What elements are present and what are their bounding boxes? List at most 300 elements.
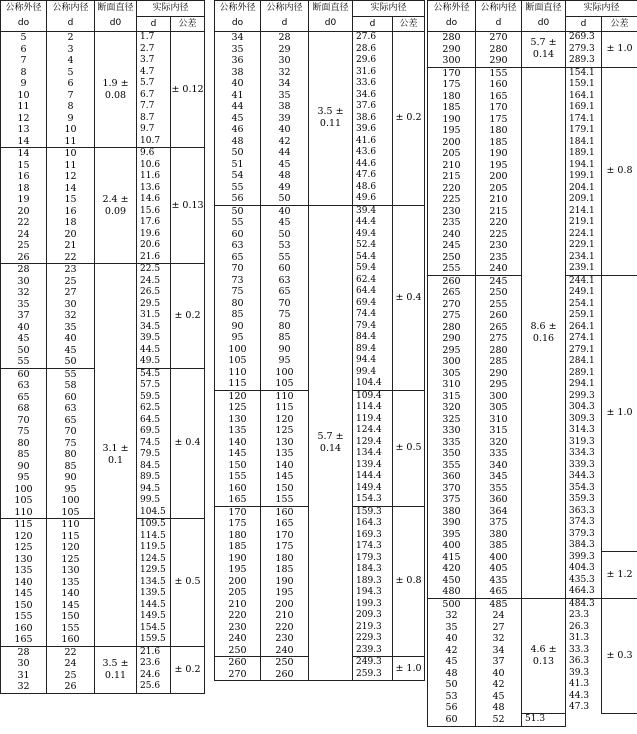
outer-diameter-cell: 415 <box>428 552 476 564</box>
actual-inner-diameter-cell: 224.1 <box>566 229 602 241</box>
inner-diameter-cell: 270 <box>476 32 522 44</box>
inner-diameter-cell: 55 <box>261 252 309 264</box>
outer-diameter-cell: 350 <box>428 448 476 460</box>
inner-diameter-cell: 10 <box>47 148 95 160</box>
outer-diameter-cell: 185 <box>215 541 261 553</box>
actual-inner-diameter-cell: 129.5 <box>137 565 171 577</box>
inner-diameter-cell: 375 <box>476 517 522 529</box>
outer-diameter-cell: 50 <box>1 345 47 357</box>
actual-inner-diameter-cell: 339.3 <box>566 460 602 472</box>
actual-inner-diameter-cell: 8.7 <box>137 113 171 125</box>
inner-diameter-cell: 110 <box>47 519 95 531</box>
inner-diameter-cell: 290 <box>476 368 522 380</box>
inner-diameter-cell: 24 <box>47 658 95 670</box>
outer-diameter-cell: 235 <box>428 217 476 229</box>
actual-inner-diameter-cell: 99.5 <box>137 495 171 507</box>
table-segment-1 <box>0 0 205 694</box>
outer-diameter-cell: 110 <box>215 367 261 379</box>
outer-diameter-cell: 63 <box>215 240 261 252</box>
inner-diameter-cell: 45 <box>261 217 309 229</box>
actual-inner-diameter-cell: 54.5 <box>137 368 171 380</box>
inner-diameter-cell: 290 <box>476 55 522 67</box>
outer-diameter-cell: 195 <box>428 125 476 137</box>
inner-diameter-cell: 355 <box>476 483 522 495</box>
actual-inner-diameter-cell: 6.7 <box>137 90 171 102</box>
outer-diameter-cell: 230 <box>215 622 261 634</box>
inner-diameter-cell: 210 <box>261 610 309 622</box>
section-diameter-cell: 4.6 ± 0.13 <box>522 598 566 714</box>
actual-inner-diameter-cell: 184.3 <box>353 564 393 576</box>
inner-diameter-cell: 35 <box>47 322 95 334</box>
header-d-symbol: d <box>261 16 309 32</box>
actual-inner-diameter-cell: 149.4 <box>353 483 393 495</box>
outer-diameter-cell: 125 <box>1 542 47 554</box>
inner-diameter-cell: 320 <box>476 437 522 449</box>
inner-diameter-cell: 32 <box>47 310 95 322</box>
inner-diameter-cell: 85 <box>261 332 309 344</box>
outer-diameter-cell: 135 <box>215 425 261 437</box>
inner-diameter-cell: 115 <box>47 531 95 543</box>
actual-inner-diameter-cell: 38.6 <box>353 113 393 125</box>
actual-inner-diameter-cell: 47.3 <box>566 702 602 714</box>
inner-diameter-cell: 90 <box>47 472 95 484</box>
outer-diameter-cell: 75 <box>215 286 261 298</box>
actual-inner-diameter-cell: 334.3 <box>566 448 602 460</box>
actual-inner-diameter-cell: 244.1 <box>566 275 602 287</box>
table-row <box>428 67 637 79</box>
outer-diameter-cell: 260 <box>215 657 261 669</box>
inner-diameter-cell: 4 <box>47 55 95 67</box>
actual-inner-diameter-cell: 62.5 <box>137 403 171 415</box>
inner-diameter-cell: 55 <box>47 368 95 380</box>
actual-inner-diameter-cell: 464.3 <box>566 586 602 598</box>
actual-inner-diameter-cell: 39.5 <box>137 333 171 345</box>
section-diameter-cell: 3.5 ± 0.11 <box>95 646 137 693</box>
inner-diameter-cell: 220 <box>261 622 309 634</box>
header-actual-d-symbol: d <box>566 16 602 32</box>
outer-diameter-cell: 16 <box>1 171 47 183</box>
inner-diameter-cell: 105 <box>261 378 309 390</box>
actual-inner-diameter-cell: 189.3 <box>353 576 393 588</box>
actual-inner-diameter-cell: 144.5 <box>137 600 171 612</box>
inner-diameter-cell: 80 <box>47 449 95 461</box>
actual-inner-diameter-cell: 214.1 <box>566 206 602 218</box>
outer-diameter-cell: 150 <box>215 460 261 472</box>
actual-inner-diameter-cell: 239.3 <box>353 645 393 657</box>
outer-diameter-cell: 68 <box>1 403 47 415</box>
outer-diameter-cell: 160 <box>1 623 47 635</box>
outer-diameter-cell: 220 <box>215 610 261 622</box>
outer-diameter-cell: 32 <box>1 287 47 299</box>
actual-inner-diameter-cell: 129.4 <box>353 437 393 449</box>
inner-diameter-cell: 15 <box>47 194 95 206</box>
outer-diameter-cell: 36 <box>215 55 261 67</box>
outer-diameter-cell: 85 <box>215 309 261 321</box>
actual-inner-diameter-cell: 59.4 <box>353 263 393 275</box>
actual-inner-diameter-cell: 109.4 <box>353 390 393 402</box>
inner-diameter-cell: 6 <box>47 78 95 90</box>
inner-diameter-cell: 160 <box>47 634 95 646</box>
inner-diameter-cell: 315 <box>476 425 522 437</box>
inner-diameter-cell: 40 <box>476 668 522 680</box>
inner-diameter-cell: 250 <box>476 287 522 299</box>
header-inner-diameter: 公称内径 <box>261 1 309 17</box>
inner-diameter-cell: 210 <box>476 194 522 206</box>
inner-diameter-cell: 260 <box>261 669 309 681</box>
outer-diameter-cell: 50 <box>215 205 261 217</box>
outer-diameter-cell: 45 <box>215 113 261 125</box>
actual-inner-diameter-cell: 39.4 <box>353 205 393 217</box>
inner-diameter-cell: 385 <box>476 540 522 552</box>
actual-inner-diameter-cell: 219.3 <box>353 622 393 634</box>
actual-inner-diameter-cell: 41.3 <box>566 679 602 691</box>
inner-diameter-cell: 42 <box>261 136 309 148</box>
inner-diameter-cell: 340 <box>476 460 522 472</box>
outer-diameter-cell: 40 <box>1 322 47 334</box>
inner-diameter-cell: 110 <box>261 390 309 402</box>
inner-diameter-cell: 280 <box>476 345 522 357</box>
outer-diameter-cell: 275 <box>428 310 476 322</box>
outer-diameter-cell: 34 <box>215 32 261 44</box>
actual-inner-diameter-cell: 4.7 <box>137 67 171 79</box>
outer-diameter-cell: 390 <box>428 517 476 529</box>
inner-diameter-cell: 90 <box>261 344 309 356</box>
outer-diameter-cell: 225 <box>428 194 476 206</box>
outer-diameter-cell: 210 <box>215 599 261 611</box>
actual-inner-diameter-cell: 69.5 <box>137 426 171 438</box>
outer-diameter-cell: 63 <box>1 380 47 392</box>
outer-diameter-cell: 55 <box>215 217 261 229</box>
outer-diameter-cell: 130 <box>1 554 47 566</box>
outer-diameter-cell: 110 <box>1 507 47 519</box>
outer-diameter-cell: 75 <box>1 426 47 438</box>
tolerance-cell: ± 0.12 <box>171 32 205 148</box>
outer-diameter-cell: 35 <box>428 622 476 634</box>
inner-diameter-cell: 48 <box>476 702 522 714</box>
inner-diameter-cell: 70 <box>47 426 95 438</box>
table-row <box>1 148 205 160</box>
actual-inner-diameter-cell: 289.3 <box>566 55 602 67</box>
outer-diameter-cell: 45 <box>1 333 47 345</box>
header-outer-diameter: 公称外径 <box>1 1 47 17</box>
inner-diameter-cell: 125 <box>261 425 309 437</box>
inner-diameter-cell: 5 <box>47 67 95 79</box>
inner-diameter-cell: 145 <box>261 471 309 483</box>
outer-diameter-cell: 115 <box>215 378 261 390</box>
actual-inner-diameter-cell: 134.4 <box>353 448 393 460</box>
outer-diameter-cell: 120 <box>1 531 47 543</box>
actual-inner-diameter-cell: 404.3 <box>566 563 602 575</box>
inner-diameter-cell: 22 <box>47 646 95 658</box>
actual-inner-diameter-cell: 39.6 <box>353 124 393 136</box>
actual-inner-diameter-cell: 15.6 <box>137 206 171 218</box>
outer-diameter-cell: 280 <box>428 32 476 44</box>
inner-diameter-cell: 305 <box>476 402 522 414</box>
table-row <box>1 32 205 44</box>
inner-diameter-cell: 50 <box>261 193 309 205</box>
outer-diameter-cell: 65 <box>1 392 47 404</box>
inner-diameter-cell: 37 <box>476 656 522 668</box>
actual-inner-diameter-cell: 164.3 <box>353 518 393 530</box>
inner-diameter-cell: 485 <box>476 598 522 610</box>
outer-diameter-cell: 195 <box>215 564 261 576</box>
actual-inner-diameter-cell: 399.3 <box>566 552 602 564</box>
outer-diameter-cell: 120 <box>215 390 261 402</box>
actual-inner-diameter-cell: 209.1 <box>566 194 602 206</box>
inner-diameter-cell: 180 <box>476 125 522 137</box>
inner-diameter-cell: 170 <box>476 102 522 114</box>
inner-diameter-cell: 280 <box>476 44 522 56</box>
inner-diameter-cell: 32 <box>476 633 522 645</box>
table-row <box>1 264 205 276</box>
actual-inner-diameter-cell: 264.1 <box>566 322 602 334</box>
inner-diameter-cell: 48 <box>261 170 309 182</box>
actual-inner-diameter-cell: 114.5 <box>137 531 171 543</box>
actual-inner-diameter-cell: 49.5 <box>137 356 171 368</box>
inner-diameter-cell: 160 <box>261 506 309 518</box>
tolerance-cell: ± 0.8 <box>393 506 425 657</box>
actual-inner-diameter-cell: 149.5 <box>137 611 171 623</box>
table-row <box>215 32 425 44</box>
actual-inner-diameter-cell: 354.3 <box>566 483 602 495</box>
header-inner-diameter: 公称内径 <box>476 1 522 17</box>
outer-diameter-cell: 95 <box>1 472 47 484</box>
header-d0-symbol: d0 <box>309 16 353 32</box>
outer-diameter-cell: 210 <box>428 160 476 172</box>
inner-diameter-cell: 21 <box>47 240 95 252</box>
inner-diameter-cell: 95 <box>261 355 309 367</box>
inner-diameter-cell: 255 <box>476 299 522 311</box>
inner-diameter-cell: 200 <box>476 171 522 183</box>
actual-inner-diameter-cell: 57.5 <box>137 380 171 392</box>
actual-inner-diameter-cell: 27.6 <box>353 32 393 44</box>
inner-diameter-cell: 11 <box>47 160 95 172</box>
actual-inner-diameter-cell: 11.6 <box>137 171 171 183</box>
actual-inner-diameter-cell: 199.3 <box>353 599 393 611</box>
actual-inner-diameter-cell: 99.4 <box>353 367 393 379</box>
inner-diameter-cell: 53 <box>261 240 309 252</box>
section-diameter-cell: 8.6 ± 0.16 <box>522 67 566 598</box>
inner-diameter-cell: 49 <box>261 182 309 194</box>
actual-inner-diameter-cell: 374.3 <box>566 517 602 529</box>
actual-inner-diameter-cell: 21.6 <box>137 252 171 264</box>
actual-inner-diameter-cell: 154.5 <box>137 623 171 635</box>
inner-diameter-cell: 220 <box>476 217 522 229</box>
inner-diameter-cell: 20 <box>47 229 95 241</box>
inner-diameter-cell: 26 <box>47 681 95 693</box>
actual-inner-diameter-cell: 104.4 <box>353 378 393 390</box>
section-diameter-cell: 5.7 ± 0.14 <box>309 205 353 681</box>
actual-inner-diameter-cell: 119.4 <box>353 414 393 426</box>
outer-diameter-cell: 280 <box>428 322 476 334</box>
actual-inner-diameter-cell: 9.7 <box>137 124 171 136</box>
table-segment-2 <box>214 0 425 681</box>
tolerance-cell: ± 0.5 <box>393 390 425 506</box>
outer-diameter-cell: 255 <box>428 263 476 275</box>
actual-inner-diameter-cell: 49.6 <box>353 193 393 205</box>
outer-diameter-cell: 48 <box>428 668 476 680</box>
inner-diameter-cell: 170 <box>261 530 309 542</box>
inner-diameter-cell: 155 <box>47 623 95 635</box>
actual-inner-diameter-cell: 124.4 <box>353 425 393 437</box>
outer-diameter-cell: 85 <box>1 449 47 461</box>
inner-diameter-cell: 155 <box>261 494 309 506</box>
header-outer-diameter: 公称外径 <box>215 1 261 17</box>
section-diameter-cell: 3.1 ± 0.1 <box>95 264 137 647</box>
outer-diameter-cell: 140 <box>215 437 261 449</box>
outer-diameter-cell: 180 <box>428 91 476 103</box>
tolerance-cell: ± 0.2 <box>171 646 205 693</box>
outer-diameter-cell: 480 <box>428 586 476 598</box>
inner-diameter-cell: 8 <box>47 101 95 113</box>
header-actual-inner-diameter: 实际内径 <box>566 1 637 17</box>
outer-diameter-cell: 250 <box>428 252 476 264</box>
outer-diameter-cell: 380 <box>428 506 476 518</box>
outer-diameter-cell: 14 <box>1 136 47 148</box>
actual-inner-diameter-cell: 134.5 <box>137 577 171 589</box>
inner-diameter-cell: 22 <box>47 252 95 264</box>
actual-inner-diameter-cell: 13.6 <box>137 183 171 195</box>
actual-inner-diameter-cell: 274.1 <box>566 333 602 345</box>
outer-diameter-cell: 13 <box>1 124 47 136</box>
outer-diameter-cell: 315 <box>428 391 476 403</box>
actual-inner-diameter-cell: 164.1 <box>566 91 602 103</box>
actual-inner-diameter-cell: 17.6 <box>137 217 171 229</box>
outer-diameter-cell: 245 <box>428 240 476 252</box>
outer-diameter-cell: 300 <box>428 356 476 368</box>
header-actual-d-symbol: d <box>137 16 171 32</box>
inner-diameter-cell: 23 <box>47 264 95 276</box>
section-diameter-cell: 2.4 ± 0.09 <box>95 148 137 264</box>
actual-inner-diameter-cell: 39.3 <box>566 668 602 680</box>
inner-diameter-cell: 215 <box>476 206 522 218</box>
actual-inner-diameter-cell: 94.5 <box>137 484 171 496</box>
inner-diameter-cell: 245 <box>476 275 522 287</box>
actual-inner-diameter-cell: 269.3 <box>566 32 602 44</box>
actual-inner-diameter-cell: 44.5 <box>137 345 171 357</box>
header-actual-d-symbol: d <box>353 16 393 32</box>
outer-diameter-cell: 230 <box>428 206 476 218</box>
outer-diameter-cell: 28 <box>1 264 47 276</box>
actual-inner-diameter-cell: 84.4 <box>353 332 393 344</box>
inner-diameter-cell: 38 <box>261 101 309 113</box>
actual-inner-diameter-cell: 169.3 <box>353 530 393 542</box>
tolerance-cell: ± 0.5 <box>171 519 205 647</box>
inner-diameter-cell: 85 <box>47 461 95 473</box>
outer-diameter-cell: 56 <box>428 702 476 714</box>
outer-diameter-cell: 325 <box>428 414 476 426</box>
actual-inner-diameter-cell: 124.5 <box>137 554 171 566</box>
header-inner-diameter: 公称内径 <box>47 1 95 17</box>
tolerance-cell: ± 0.2 <box>393 32 425 206</box>
inner-diameter-cell: 95 <box>47 484 95 496</box>
actual-inner-diameter-cell: 159.3 <box>353 506 393 518</box>
inner-diameter-cell: 100 <box>47 495 95 507</box>
tolerance-cell: ± 1.0 <box>393 657 425 681</box>
actual-inner-diameter-cell: 44.6 <box>353 159 393 171</box>
inner-diameter-cell: 165 <box>476 91 522 103</box>
actual-inner-diameter-cell: 194.3 <box>353 587 393 599</box>
outer-diameter-cell: 30 <box>1 276 47 288</box>
inner-diameter-cell: 9 <box>47 113 95 125</box>
table-row <box>215 205 425 217</box>
outer-diameter-cell: 270 <box>428 299 476 311</box>
outer-diameter-cell: 265 <box>428 287 476 299</box>
actual-inner-diameter-cell: 179.1 <box>566 125 602 137</box>
outer-diameter-cell: 32 <box>1 681 47 693</box>
inner-diameter-cell: 10 <box>47 124 95 136</box>
outer-diameter-cell: 46 <box>215 124 261 136</box>
inner-diameter-cell: 7 <box>47 90 95 102</box>
outer-diameter-cell: 53 <box>428 691 476 703</box>
actual-inner-diameter-cell: 23.3 <box>566 610 602 622</box>
tolerance-cell: ± 0.4 <box>393 205 425 390</box>
inner-diameter-cell: 195 <box>476 160 522 172</box>
actual-inner-diameter-cell: 309.3 <box>566 414 602 426</box>
actual-inner-diameter-cell: 10.6 <box>137 160 171 172</box>
inner-diameter-cell: 115 <box>261 402 309 414</box>
inner-diameter-cell: 364 <box>476 506 522 518</box>
tolerance-cell: ± 0.13 <box>171 148 205 264</box>
header-actual-inner-diameter: 实际内径 <box>353 1 425 17</box>
actual-inner-diameter-cell: 47.6 <box>353 170 393 182</box>
actual-inner-diameter-cell: 26.3 <box>566 622 602 634</box>
inner-diameter-cell: 25 <box>47 670 95 682</box>
outer-diameter-cell: 100 <box>1 484 47 496</box>
actual-inner-diameter-cell: 279.3 <box>566 44 602 56</box>
outer-diameter-cell: 105 <box>215 355 261 367</box>
inner-diameter-cell: 24 <box>476 610 522 622</box>
header-section-diameter: 断面直径 <box>95 1 137 17</box>
inner-diameter-cell: 185 <box>476 137 522 149</box>
outer-diameter-cell: 31 <box>1 670 47 682</box>
actual-inner-diameter-cell: 154.3 <box>353 494 393 506</box>
actual-inner-diameter-cell: 319.3 <box>566 437 602 449</box>
inner-diameter-cell: 150 <box>47 611 95 623</box>
outer-diameter-cell: 73 <box>215 275 261 287</box>
inner-diameter-cell: 260 <box>476 310 522 322</box>
outer-diameter-cell: 50 <box>428 679 476 691</box>
outer-diameter-cell: 355 <box>428 460 476 472</box>
outer-diameter-cell: 140 <box>1 577 47 589</box>
outer-diameter-cell: 400 <box>428 540 476 552</box>
inner-diameter-cell: 30 <box>47 299 95 311</box>
actual-inner-diameter-cell: 64.5 <box>137 415 171 427</box>
outer-diameter-cell: 19 <box>1 194 47 206</box>
actual-inner-diameter-cell: 209.3 <box>353 610 393 622</box>
inner-diameter-cell: 310 <box>476 414 522 426</box>
actual-inner-diameter-cell: 254.1 <box>566 299 602 311</box>
actual-inner-diameter-cell: 239.1 <box>566 263 602 275</box>
outer-diameter-cell: 7 <box>1 55 47 67</box>
actual-inner-diameter-cell: 204.1 <box>566 183 602 195</box>
actual-inner-diameter-cell: 22.5 <box>137 264 171 276</box>
inner-diameter-cell: 27 <box>476 622 522 634</box>
actual-inner-diameter-cell: 219.1 <box>566 217 602 229</box>
inner-diameter-cell: 40 <box>261 124 309 136</box>
outer-diameter-cell: 80 <box>1 438 47 450</box>
actual-inner-diameter-cell: 74.5 <box>137 438 171 450</box>
actual-inner-diameter-cell: 79.4 <box>353 321 393 333</box>
inner-diameter-cell: 12 <box>47 171 95 183</box>
outer-diameter-cell: 42 <box>428 645 476 657</box>
actual-inner-diameter-cell: 20.6 <box>137 240 171 252</box>
outer-diameter-cell: 145 <box>215 448 261 460</box>
actual-inner-diameter-cell: 23.6 <box>137 658 171 670</box>
inner-diameter-cell: 50 <box>47 356 95 368</box>
actual-inner-diameter-cell: 229.1 <box>566 240 602 252</box>
outer-diameter-cell: 48 <box>215 136 261 148</box>
